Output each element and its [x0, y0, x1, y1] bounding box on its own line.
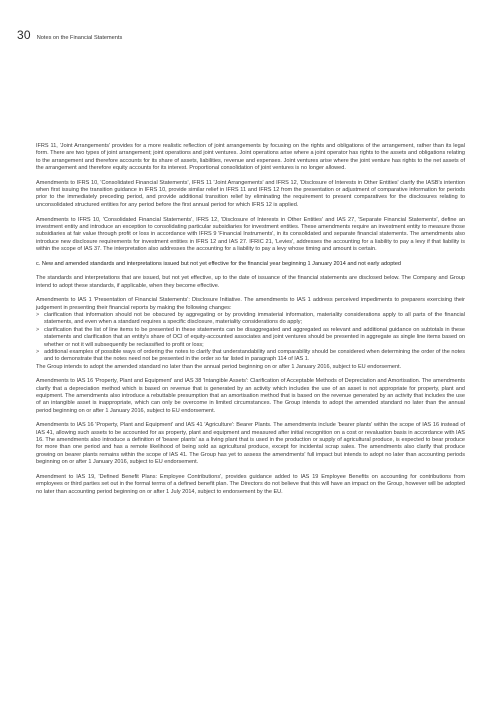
paragraph-standards-not-effective: The standards and interpretations that are issued, but not yet effective, up to the date of issuance of the financial statements are disclosed below. The Company and Group intend to adopt these standards, if applicable, when they become effective. [36, 275, 465, 289]
page-header [17, 28, 122, 42]
paragraph-ias16-ias38: Amendments to IAS 16 'Property, Plant and Equipment' and IAS 38 'Intangible Assets': Clarification of Acceptable Methods of Depreciation and Amortisation. The amendments clarify that a depreciation method which is based on revenue that is generated by an activity which includes the use of an asset is not appropriate for property, plant and equipment. The amendments also introduce a rebuttable presumption that an amortisation method that is based on the revenue generated by an activity that includes the use of an intangible asset is inappropriate, which can only be overcome in limited circumstances. The Group intends to adopt the amended standard no later than the annual period beginning on or after 1 January 2016, subject to EU endorsement. [36, 378, 465, 414]
paragraph-ias1-disclosure: Amendments to IAS 1 'Presentation of Financial Statements': Disclosure Initiative. The amendments to IAS 1 address perceived impediments to preparers exercising their judgement in presenting their financial reports by making the following changes: [36, 297, 465, 311]
paragraph-ifrs11: IFRS 11, 'Joint Arrangements' provides for a more realistic reflection of joint arrangements by focusing on the rights and obligations of the arrangement, rather than its legal form. There are two types of joint arrangement; joint operations and joint ventures. Joint operations arise where a joint operator has rights to the assets and obligations relating to the arrangement and therefore accounts for its share of assets, liabilities, revenue and expenses. Joint ventures arise where the joint venture has rights to the net assets of the arrangement and therefore equity accounts for its interest. Proportional consolidation of joint ventures is no longer allowed. [36, 143, 465, 172]
page-number: 30 [17, 28, 31, 42]
paragraph-bearer-plants: Amendments to IAS 16 'Property, Plant and Equipment' and IAS 41 'Agriculture': Bearer Plants. The amendments include 'bearer plants' within the scope of IAS 16 instead of IAS 41, allowing such assets to be accounted for as property, plant and equipment and measured after initial recognition on a cost or revaluation basis in accordance with IAS 16. The amendments also introduce a definition of 'bearer plants' as a living plant that is used in the production or supply of agricultural produce, is expected to bear produce for more than one period and has a remote likelihood of being sold as agricultural produce, except for incidental scrap sales. The amendments also clarify that produce growing on bearer plants remains within the scope of IAS 41. The Group has yet to assess the amendments' full impact but intends to adopt no later than accounting periods beginning on or after 1 January 2016, subject to EU endorsement. [36, 422, 465, 466]
ias1-changes-list [36, 312, 465, 363]
paragraph-investment-entities: Amendments to IFRS 10, 'Consolidated Financial Statements', IFRS 12, 'Disclosure of Interests in Other Entities' and IAS 27, 'Separate Financial Statements', define an investment entity and introduce an exception to consolidating particular subsidiaries for investment entities. These amendments require an investment entity to measure those subsidiaries at fair value through profit or loss in accordance with IFRS 9 'Financial Instruments', in its consolidated and separate financial statements. The amendments also introduce new disclosure requirements for investment entities in IFRS 12 and IAS 27. IFRIC 21, 'Levies', addresses the accounting for a liability to pay a levy if that liability is within the scope of IAS 37. The interpretation also addresses the accounting for a liability to pay a levy whose timing and amount is certain. [36, 216, 465, 252]
paragraph-ias19: Amendment to IAS 19, 'Defined Benefit Plans: Employee Contributions', provides guidance added to IAS 19 Employee Benefits on accounting for contributions from employees or third parties set out in the formal terms of a defined benefit plan. The Directors do not believe that this will have an impact on the Group, however will be adopted no later than accounting period beginning on or after 1 July 2014, subject to endorsement by the EU. [36, 473, 465, 495]
paragraph-ifrs10-transition: Amendments to IFRS 10, 'Consolidated Financial Statements', IFRS 11 'Joint Arrangements' and IFRS 12, 'Disclosure of Interests in Other Entities' clarify the IASB's intention when first issuing the transition guidance in IFRS 10, provide similar relief in IFRS 11 and IFRS 12 from the presentation or adjustment of comparative information for periods prior to the immediately preceding period, and provide additional transition relief by eliminating the requirement to present comparatives for the disclosures relating to unconsolidated structured entities for any period before the first annual period for which IFRS 12 is applied. [36, 179, 465, 208]
section-heading-c: c. New and amended standards and interpretations issued but not yet effective for the financial year beginning 1 January 2014 and not early adopted [36, 260, 402, 267]
running-header-title: Notes on the Financial Statements [36, 35, 123, 41]
list-item: > clarification that information should not be obscured by aggregating or by providing immaterial information, materiality considerations apply to all parts of the financial statements, and even when a standard requires a specific disclosure, materiality considerations do apply; [36, 312, 465, 327]
list-item: > clarification that the list of line items to be presented in these statements can be disaggregated and aggregated as relevant and additional guidance on subtotals in these statements and clarification that an entity's share of OCI of equity-accounted associates and joint ventures should be presented in aggregate as single line items based on whether or not it will subsequently be reclassified to profit or loss; [36, 327, 465, 349]
body-text [36, 143, 465, 503]
list-item: > additional examples of possible ways of ordering the notes to clarify that understandability and comparability should be considered when determining the order of the notes and to demonstrate that the notes need not be presented in the order so far listed in paragraph 114 of IAS 1. [36, 349, 465, 364]
paragraph-ias1-adoption: The Group intends to adopt the amended standard no later than the annual period beginning on or after 1 January 2016, subject to EU endorsement. [36, 363, 402, 370]
